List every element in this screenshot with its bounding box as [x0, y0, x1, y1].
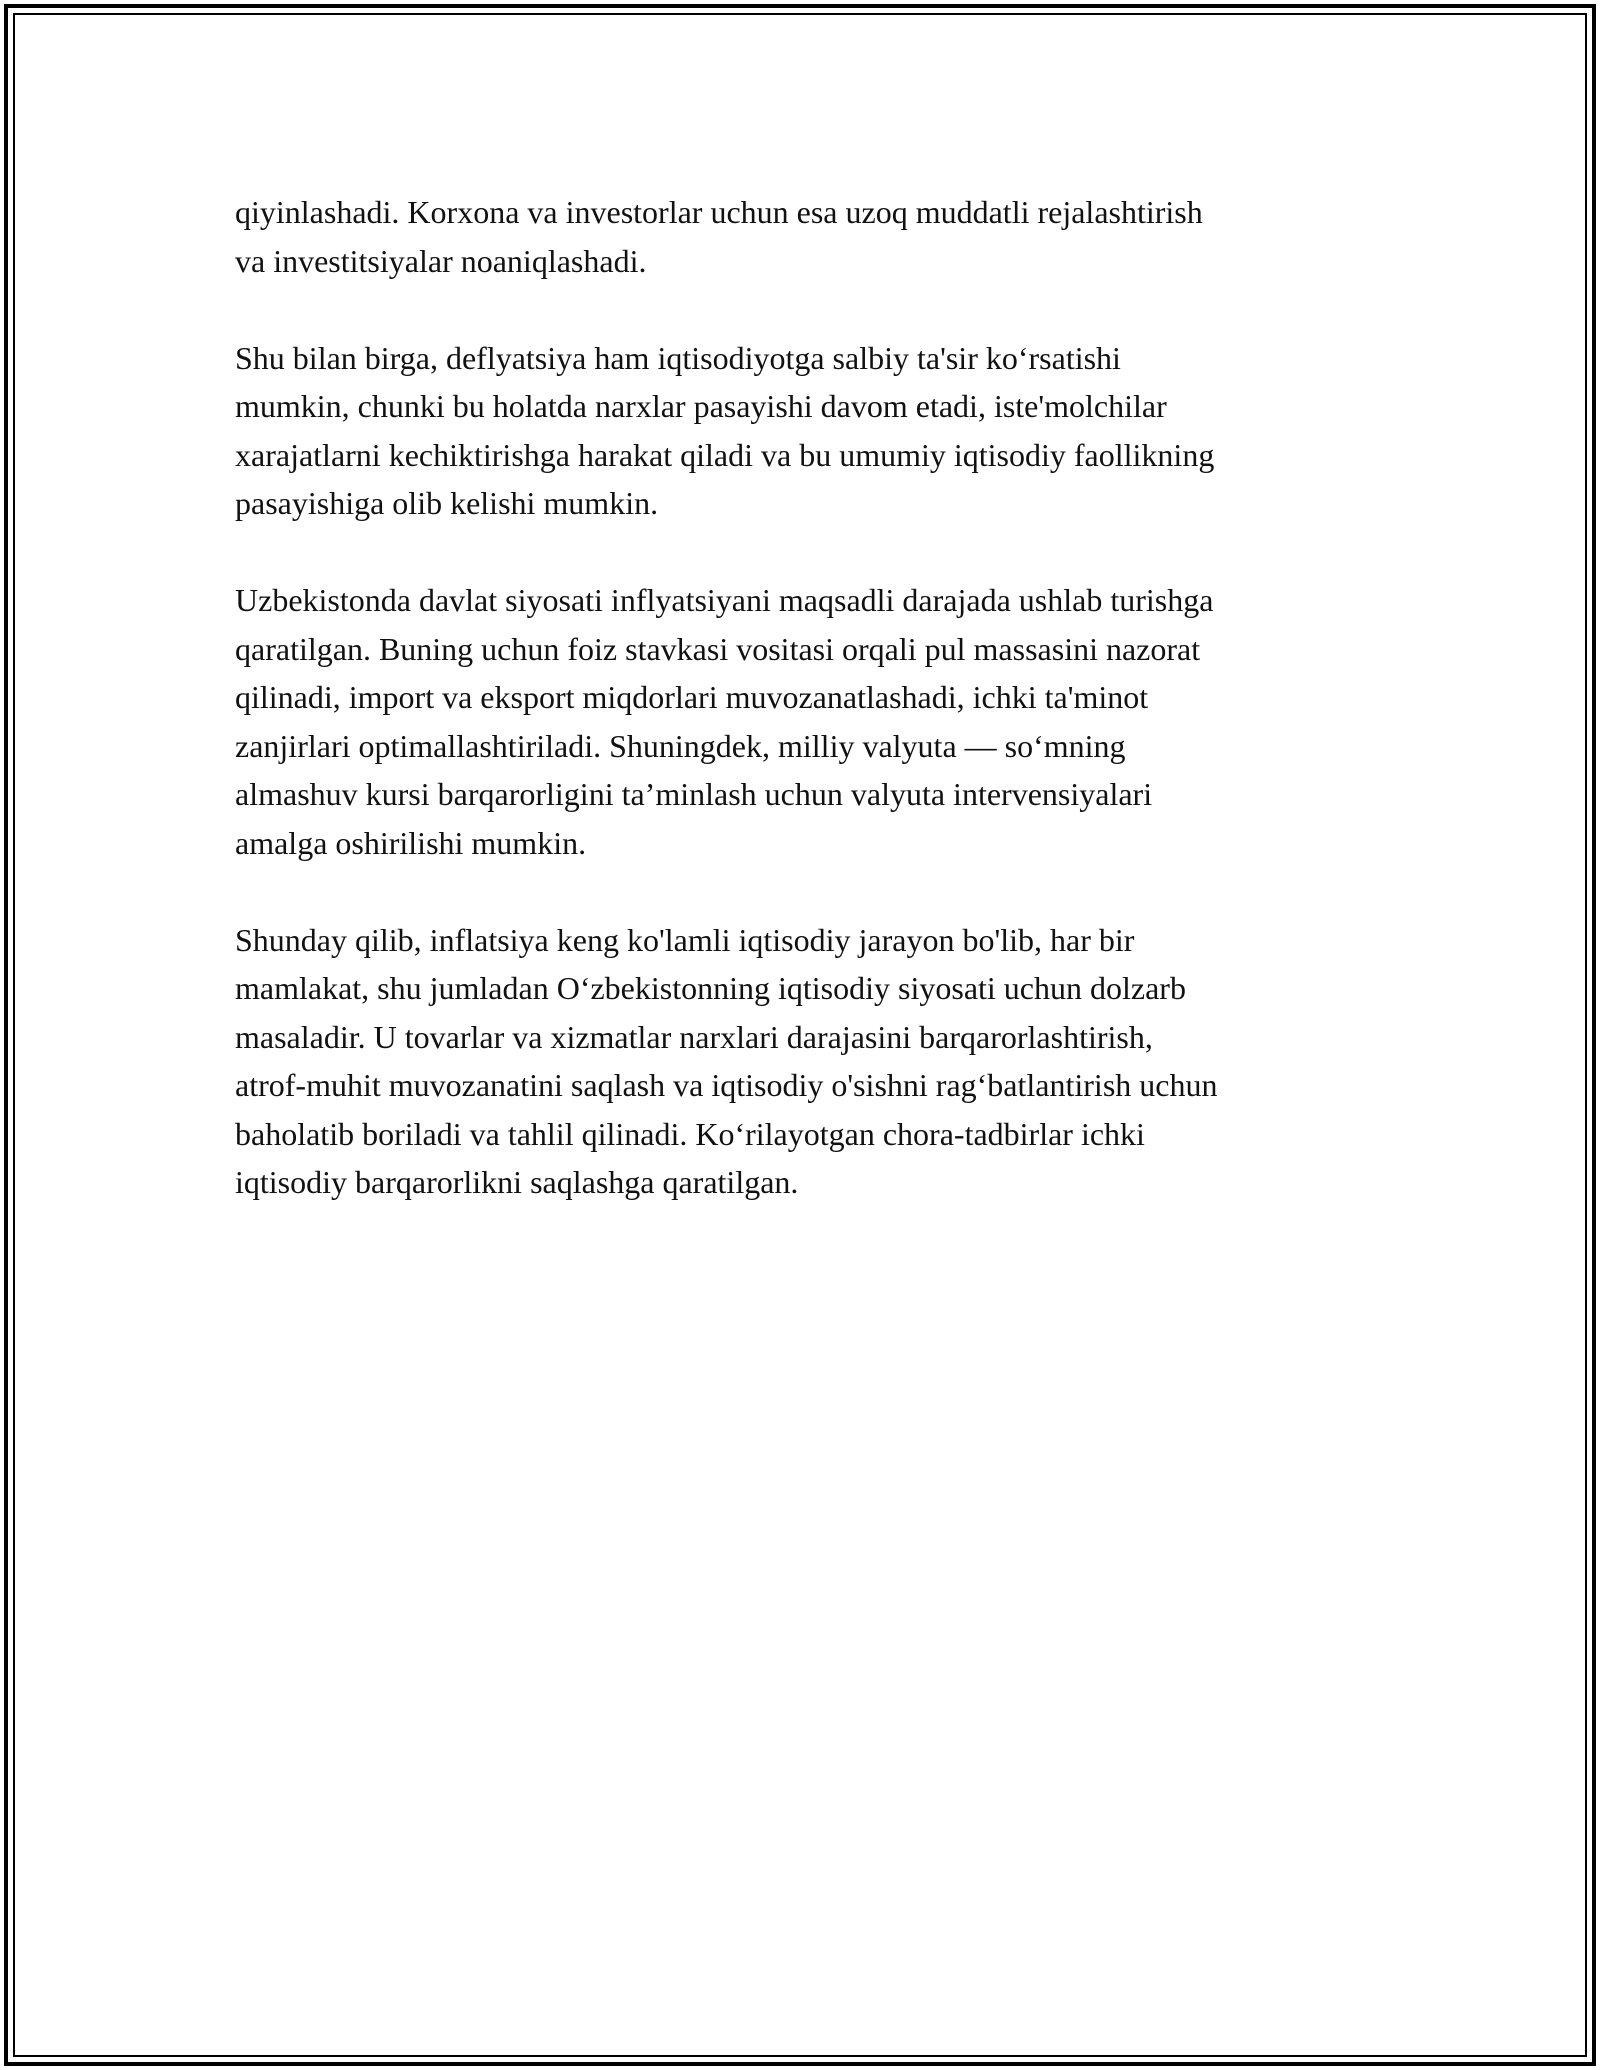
- text-line: amalga oshirilishi mumkin.: [235, 824, 587, 861]
- document-body: [235, 188, 1375, 1255]
- text-line: va investitsiyalar noaniqlashadi.: [235, 242, 647, 279]
- text-line: Uzbekistonda davlat siyosati inflyatsiyani maqsadli darajada ushlab turishga: [235, 582, 1214, 618]
- text-line: masaladir. U tovarlar va xizmatlar narxlari darajasini barqarorlashtirish,: [235, 1018, 1153, 1055]
- text-line: zanjirlari optimallashtiriladi. Shuningdek, milliy valyuta — soʻmning: [235, 727, 1126, 764]
- text-line: qiyinlashadi. Korxona va investorlar uchun esa uzoq muddatli rejalashtirish: [235, 194, 1203, 230]
- text-line: atrof-muhit muvozanatini saqlash va iqtisodiy o'sishni ragʻbatlantirish uchun: [235, 1067, 1218, 1103]
- text-line: mamlakat, shu jumladan Oʻzbekistonning iqtisodiy siyosati uchun dolzarb: [235, 970, 1186, 1006]
- paragraph-1: [235, 188, 1375, 285]
- text-line: qaratilgan. Buning uchun foiz stavkasi vositasi orqali pul massasini nazorat: [235, 630, 1201, 667]
- text-line: iqtisodiy barqarorlikni saqlashga qaratilgan.: [235, 1164, 799, 1200]
- text-line: mumkin, chunki bu holatda narxlar pasayishi davom etadi, iste'molchilar: [235, 388, 1167, 424]
- text-line: baholatib boriladi va tahlil qilinadi. Koʻrilayotgan chora-tadbirlar ichki: [235, 1115, 1145, 1152]
- text-line: Shu bilan birga, deflyatsiya ham iqtisodiyotga salbiy ta'sir koʻrsatishi: [235, 339, 1121, 376]
- text-line: qilinadi, import va eksport miqdorlari muvozanatlashadi, ichki ta'minot: [235, 679, 1149, 715]
- text-line: xarajatlarni kechiktirishga harakat qiladi va bu umumiy iqtisodiy faollikning: [235, 436, 1215, 473]
- text-line: almashuv kursi barqarorligini ta’minlash uchun valyuta intervensiyalari: [235, 776, 1153, 812]
- paragraph-3: [235, 576, 1375, 867]
- paragraph-4: [235, 916, 1375, 1207]
- text-line: pasayishiga olib kelishi mumkin.: [235, 485, 659, 521]
- paragraph-2: [235, 334, 1375, 528]
- text-line: Shunday qilib, inflatsiya keng ko'lamli iqtisodiy jarayon bo'lib, har bir: [235, 921, 1135, 958]
